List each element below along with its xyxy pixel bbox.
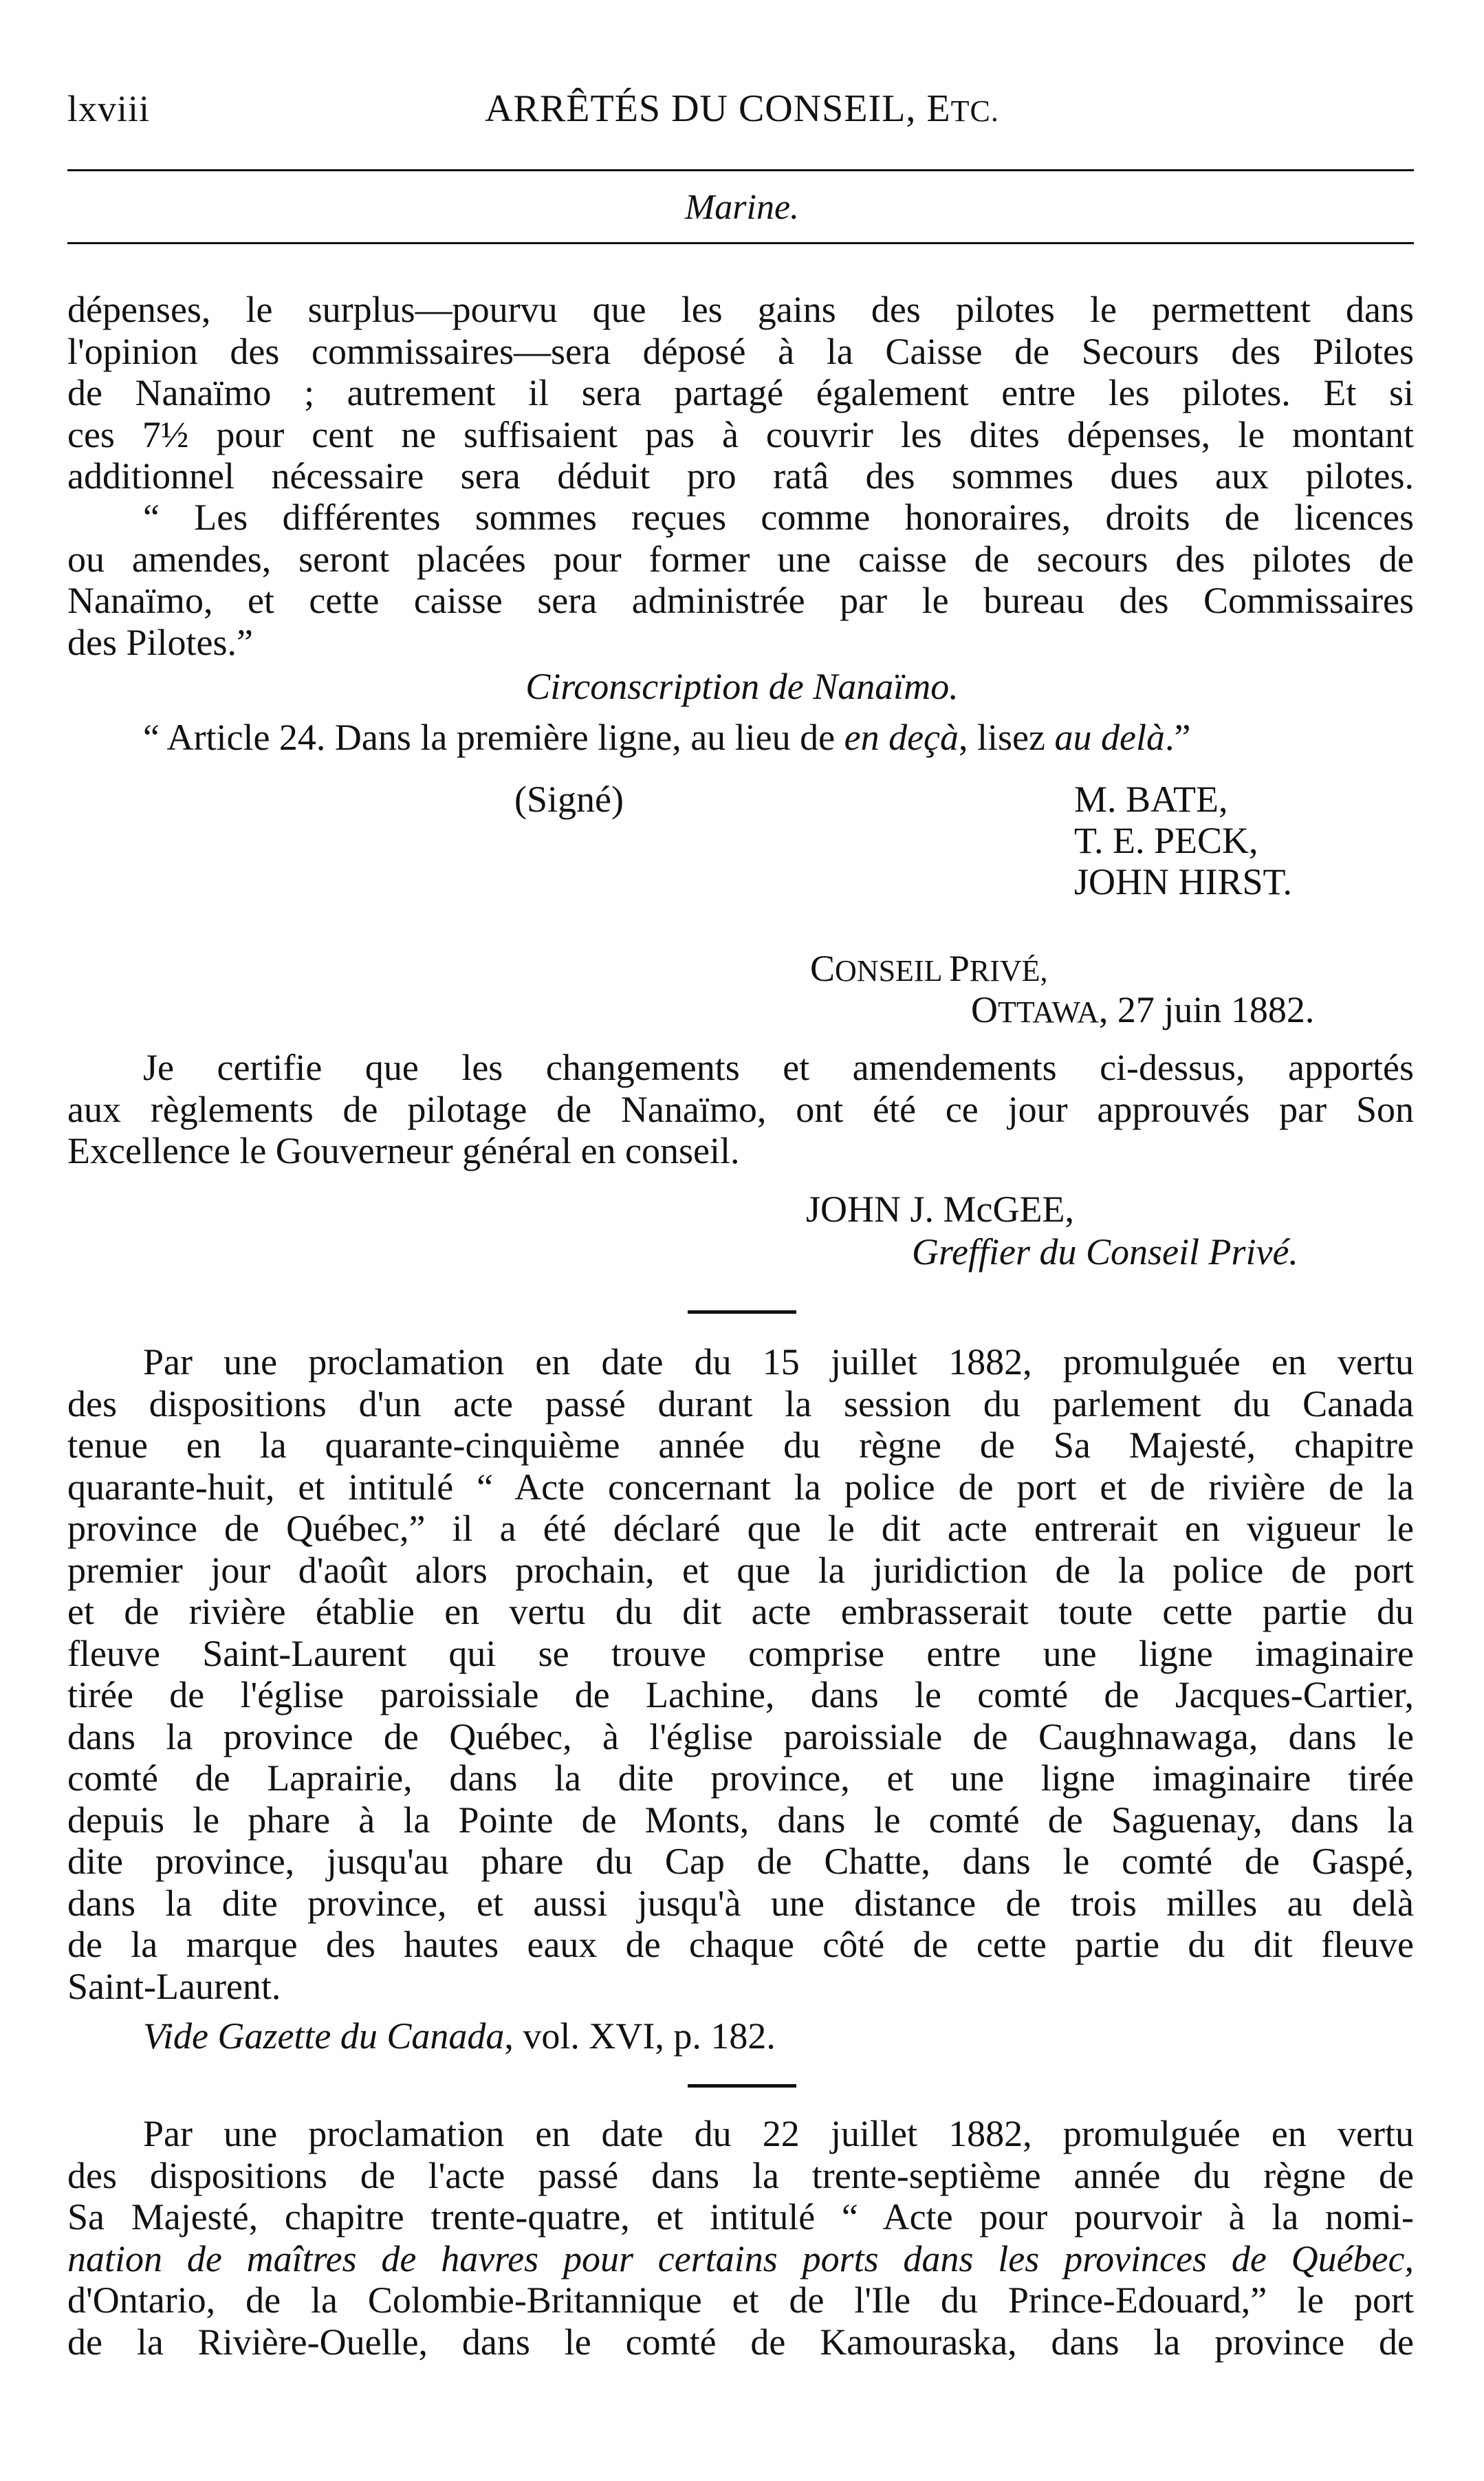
certification-paragraph xyxy=(67,1047,1414,1172)
paragraph-continuation xyxy=(67,289,1414,497)
text-line: des Pilotes.” xyxy=(67,621,253,663)
text-line: l'opinion des commissaires—sera déposé à la Caisse de Secours des Pilotes xyxy=(67,330,1414,372)
header-rule-top xyxy=(67,169,1414,171)
text-line: premier jour d'août alors prochain, et que la juridiction de la police de port xyxy=(67,1549,1414,1591)
header-rule-bottom xyxy=(67,242,1414,244)
text-line: de Nanaïmo ; autrement il sera partagé également entre les pilotes. Et si xyxy=(67,372,1414,413)
signatory-3: JOHN HIRST. xyxy=(1074,861,1293,902)
text-line: “ Les différentes sommes reçues comme honoraires, droits de licences xyxy=(143,497,1414,538)
text-line: Sa Majesté, chapitre trente-quatre, et intitulé “ Acte pour pourvoir à la nomi- xyxy=(67,2196,1414,2238)
text-line: Par une proclamation en date du 22 juillet 1882, promulguée en vertu xyxy=(143,2113,1414,2154)
text-line: ces 7½ pour cent ne suffisaient pas à couvrir les dites dépenses, le montant xyxy=(67,413,1414,455)
section-divider xyxy=(688,2084,796,2088)
text-line: des dispositions de l'acte passé dans la trente-septième année du règne de xyxy=(67,2154,1414,2196)
clerk-name: JOHN J. McGEE, xyxy=(806,1189,1074,1230)
section-heading: Marine. xyxy=(684,188,800,227)
signatory-2: T. E. PECK, xyxy=(1074,820,1258,861)
sub-heading: Circonscription de Nanaïmo. xyxy=(525,666,959,707)
text-line: depuis le phare à la Pointe de Monts, dans le comté de Saguenay, dans la xyxy=(67,1799,1414,1841)
text-line: dans la dite province, et aussi jusqu'à une distance de trois milles au delà xyxy=(67,1882,1414,1924)
place-line-2: OTTAWA, 27 juin 1882. xyxy=(971,989,1315,1030)
proclamation-paragraph-2 xyxy=(67,2113,1414,2363)
page-folio: lxviii xyxy=(67,88,151,129)
signed-label: (Signé) xyxy=(514,779,624,820)
text-line: Nanaïmo, et cette caisse sera administrée par le bureau des Commissaires xyxy=(67,580,1414,621)
text-line: aux règlements de pilotage de Nanaïmo, ont été ce jour approuvés par Son xyxy=(67,1088,1414,1130)
clerk-title: Greffier du Conseil Privé. xyxy=(912,1231,1298,1272)
text-line: et de rivière établie en vertu du dit acte embrasserait toute cette partie du xyxy=(67,1591,1414,1632)
text-line: tenue en la quarante-cinquième année du règne de Sa Majesté, chapitre xyxy=(67,1424,1414,1466)
text-line: de la Rivière-Ouelle, dans le comté de Kamouraska, dans la province de xyxy=(67,2321,1414,2363)
text-line: comté de Laprairie, dans la dite province, et une ligne imaginaire tirée xyxy=(67,1757,1414,1799)
gazette-reference: Vide Gazette du Canada, vol. XVI, p. 182. xyxy=(143,2015,776,2057)
article-text: .” xyxy=(1164,717,1191,758)
text-line: dite province, jusqu'au phare du Cap de Chatte, dans le comté de Gaspé, xyxy=(67,1841,1414,1882)
text-line: Par une proclamation en date du 15 juillet 1882, promulguée en vertu xyxy=(143,1341,1414,1383)
paragraph-sommes xyxy=(67,497,1414,663)
text-line: Je certifie que les changements et amendements ci-dessus, apportés xyxy=(143,1047,1414,1088)
text-line: ou amendes, seront placées pour former une caisse de secours des pilotes de xyxy=(67,538,1414,580)
proclamation-paragraph-1 xyxy=(67,1341,1414,2007)
text-line: des dispositions d'un acte passé durant la session du parlement du Canada xyxy=(67,1383,1414,1424)
text-line: quarante-huit, et intitulé “ Acte concernant la police de port et de rivière de la xyxy=(67,1466,1414,1508)
text-line: Saint-Laurent. xyxy=(67,1965,281,2007)
article-italic: en deçà xyxy=(844,717,959,758)
article-line xyxy=(143,717,1190,759)
running-title-main: ARRÊTÉS DU CONSEIL, E xyxy=(485,87,951,130)
signatory-1: M. BATE, xyxy=(1074,779,1228,820)
text-line: tirée de l'église paroissiale de Lachine, dans le comté de Jacques-Cartier, xyxy=(67,1674,1414,1715)
article-text: “ Article 24. Dans la première ligne, au lieu de xyxy=(143,717,844,758)
text-line: d'Ontario, de la Colombie-Britannique et de l'Ile du Prince-Edouard,” le port xyxy=(67,2279,1414,2321)
article-text: , lisez xyxy=(959,717,1055,758)
running-title xyxy=(0,88,1484,132)
text-line: Excellence le Gouverneur général en conseil. xyxy=(67,1130,740,1171)
section-divider xyxy=(688,1310,796,1314)
text-line: additionnel nécessaire sera déduit pro ratâ des sommes dues aux pilotes. xyxy=(67,455,1414,497)
text-line: dépenses, le surplus—pourvu que les gains des pilotes le permettent dans xyxy=(67,289,1414,330)
text-line: fleuve Saint-Laurent qui se trouve comprise entre une ligne imaginaire xyxy=(67,1632,1414,1674)
running-title-small-caps: TC. xyxy=(950,94,999,128)
text-line: dans la province de Québec, à l'église paroissiale de Caughnawaga, dans le xyxy=(67,1715,1414,1757)
text-line: de la marque des hautes eaux de chaque côté de cette partie du dit fleuve xyxy=(67,1924,1414,1965)
text-line: province de Québec,” il a été déclaré que le dit acte entrerait en vigueur le xyxy=(67,1508,1414,1549)
article-italic: au delà xyxy=(1054,717,1165,758)
place-line-1: CONSEIL PRIVÉ, xyxy=(810,948,1048,989)
text-line: nation de maîtres de havres pour certains ports dans les provinces de Québec, xyxy=(67,2238,1414,2279)
